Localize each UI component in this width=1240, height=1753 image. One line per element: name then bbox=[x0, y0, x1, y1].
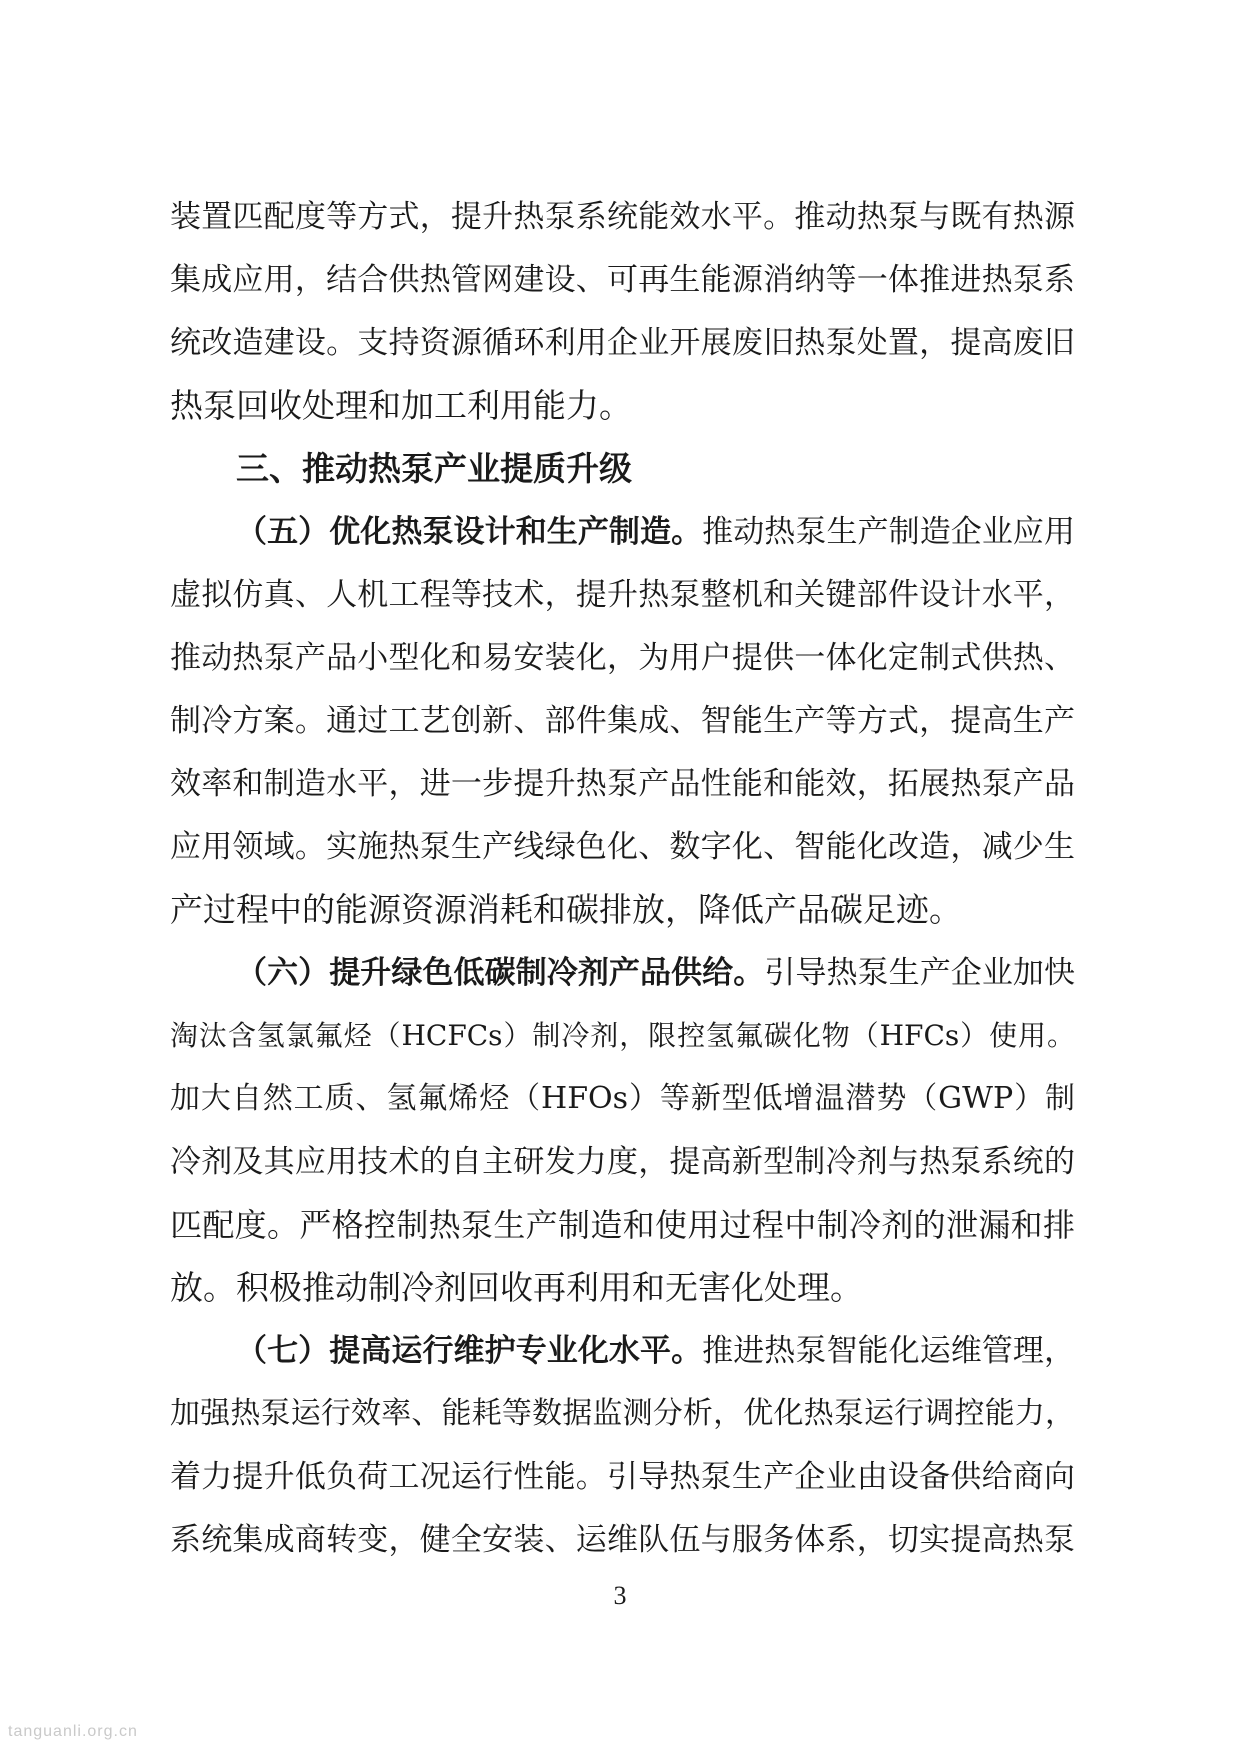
body-line: 热泵回收处理和加工利用能力。 bbox=[170, 386, 632, 425]
section-heading: 三、推动热泵产业提质升级 bbox=[236, 449, 632, 488]
body-line: 统改造建设。支持资源循环利用企业开展废旧热泵处置，提高废旧 bbox=[170, 325, 1075, 361]
paragraph-text: 引导热泵生产企业加快 bbox=[764, 955, 1076, 991]
body-line: 放。积极推动制冷剂回收再利用和无害化处理。 bbox=[170, 1268, 863, 1307]
paragraph-lead: （七）提高运行维护专业化水平。 bbox=[236, 1333, 703, 1369]
body-line: 加强热泵运行效率、能耗等数据监测分析，优化热泵运行调控能力， bbox=[170, 1396, 1075, 1431]
paragraph-first-line bbox=[236, 953, 1075, 993]
body-line: 集成应用，结合供热管网建设、可再生能源消纳等一体推进热泵系 bbox=[170, 262, 1075, 298]
body-line: 加大自然工质、氢氟烯烃（HFOs）等新型低增温潜势（GWP）制 bbox=[170, 1081, 1075, 1116]
paragraph-lead: （五）优化热泵设计和生产制造。 bbox=[236, 514, 703, 550]
body-line: 应用领域。实施热泵生产线绿色化、数字化、智能化改造，减少生 bbox=[170, 829, 1075, 865]
body-line: 装置匹配度等方式，提升热泵系统能效水平。推动热泵与既有热源 bbox=[170, 199, 1075, 235]
body-line: 着力提升低负荷工况运行性能。引导热泵生产企业由设备供给商向 bbox=[170, 1459, 1075, 1495]
paragraph-first-line bbox=[236, 512, 1075, 552]
paragraph-lead: （六）提升绿色低碳制冷剂产品供给。 bbox=[236, 955, 765, 991]
body-line: 推动热泵产品小型化和易安装化，为用户提供一体化定制式供热、 bbox=[170, 640, 1075, 676]
body-line: 虚拟仿真、人机工程等技术，提升热泵整机和关键部件设计水平， bbox=[170, 577, 1075, 613]
paragraph-text: 推进热泵智能化运维管理， bbox=[702, 1333, 1076, 1369]
page-number: 3 bbox=[613, 1581, 627, 1610]
body-line: 效率和制造水平，进一步提升热泵产品性能和能效，拓展热泵产品 bbox=[170, 766, 1075, 802]
paragraph-first-line bbox=[236, 1331, 1075, 1371]
body-line: 淘汰含氢氯氟烃（HCFCs）制冷剂，限控氢氟碳化物（HFCs）使用。 bbox=[170, 1019, 1075, 1052]
body-line: 系统集成商转变，健全安装、运维队伍与服务体系，切实提高热泵 bbox=[170, 1522, 1075, 1558]
body-line: 匹配度。严格控制热泵生产制造和使用过程中制冷剂的泄漏和排 bbox=[170, 1206, 1075, 1244]
body-line: 产过程中的能源资源消耗和碳排放，降低产品碳足迹。 bbox=[170, 890, 962, 929]
watermark-text: tanguanli.org.cn bbox=[8, 1723, 138, 1740]
body-line: 制冷方案。通过工艺创新、部件集成、智能生产等方式，提高生产 bbox=[170, 703, 1075, 739]
body-line: 冷剂及其应用技术的自主研发力度，提高新型制冷剂与热泵系统的 bbox=[170, 1144, 1075, 1180]
paragraph-text: 推动热泵生产制造企业应用 bbox=[702, 514, 1076, 550]
